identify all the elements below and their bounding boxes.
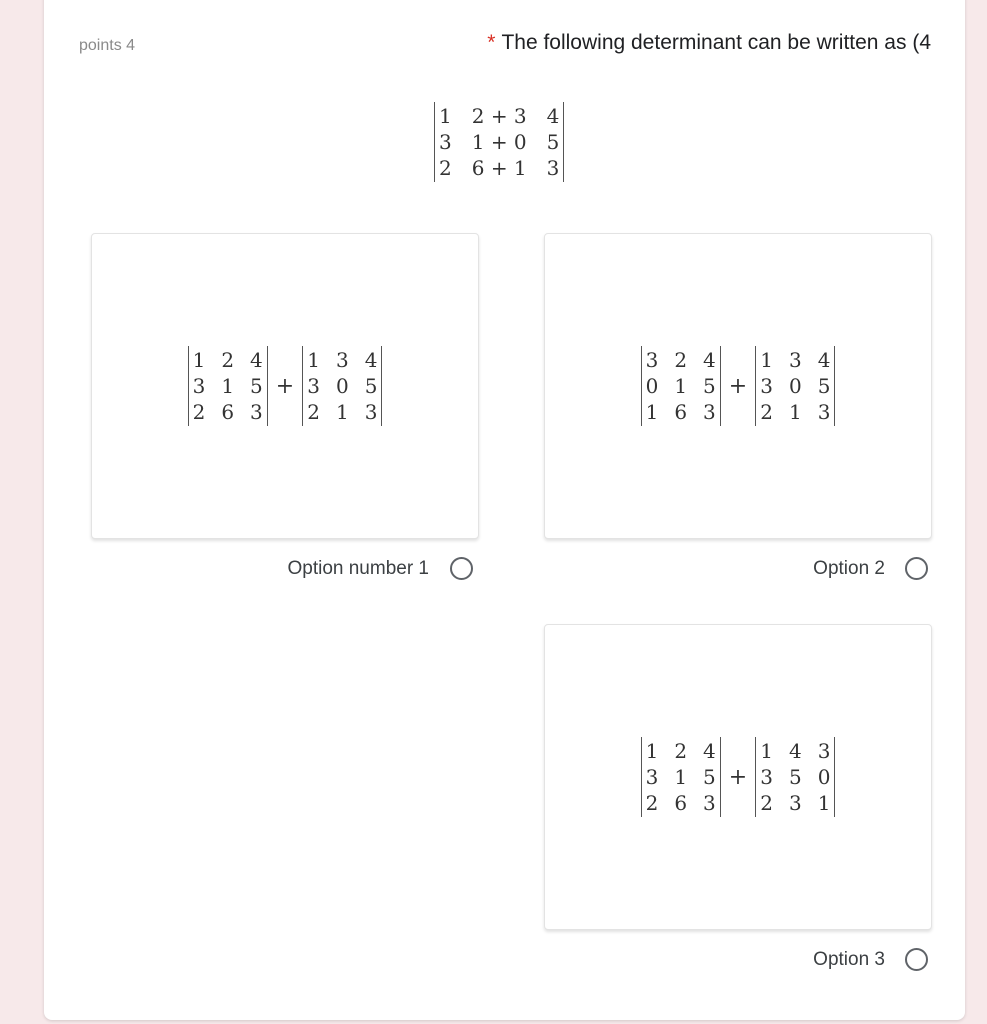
matrix-cell: 1 xyxy=(221,374,235,398)
matrix-cell: 5 xyxy=(788,765,802,789)
required-asterisk: * xyxy=(487,31,496,54)
matrix-cell: 3 xyxy=(546,156,560,180)
determinant xyxy=(434,102,564,182)
option-1-radio[interactable] xyxy=(450,557,473,580)
matrix-cell: 3 xyxy=(307,374,320,398)
matrix-cell: 3 xyxy=(645,348,659,372)
matrix-cell: 3 xyxy=(760,374,773,398)
matrix-cell: 2 xyxy=(307,400,320,424)
option-2-expression xyxy=(641,346,836,426)
matrix-cell: 2 xyxy=(192,400,206,424)
matrix-cell: 1 xyxy=(760,348,773,372)
matrix-cell: 2 xyxy=(221,348,235,372)
matrix-cell: 6 xyxy=(674,400,688,424)
matrix-cell: 1 xyxy=(335,400,349,424)
matrix-cell: 4 xyxy=(817,348,831,372)
matrix-cell: 1 xyxy=(307,348,320,372)
matrix-cell: 1 xyxy=(760,739,773,763)
matrix-cell: 5 xyxy=(817,374,831,398)
option-3-image[interactable] xyxy=(544,624,932,930)
matrix-cell: 3 xyxy=(788,791,802,815)
matrix-cell: 4 xyxy=(788,739,802,763)
matrix-cell: 5 xyxy=(364,374,378,398)
matrix-cell: 3 xyxy=(817,739,831,763)
matrix-cell: 5 xyxy=(250,374,263,398)
right-determinant xyxy=(755,346,835,426)
matrix-cell: 1 xyxy=(674,374,688,398)
matrix-cell: 2 xyxy=(674,348,688,372)
option-3-radio[interactable] xyxy=(905,948,928,971)
matrix-cell: 0 xyxy=(788,374,802,398)
matrix-cell: 3 xyxy=(703,400,716,424)
matrix-cell: 2 + 3 xyxy=(471,104,527,128)
matrix-cell: 1 xyxy=(645,739,659,763)
matrix-cell: 3 xyxy=(645,765,659,789)
matrix-cell: 1 xyxy=(788,400,802,424)
right-determinant xyxy=(755,737,835,817)
matrix-cell: 3 xyxy=(703,791,716,815)
left-determinant xyxy=(641,737,721,817)
matrix-cell: 1 xyxy=(817,791,831,815)
matrix-cell: 5 xyxy=(703,765,716,789)
matrix-cell: 2 xyxy=(760,400,773,424)
matrix-cell: 6 + 1 xyxy=(471,156,527,180)
matrix-cell: 0 xyxy=(335,374,349,398)
plus-operator: + xyxy=(728,764,748,790)
option-1-label[interactable]: Option number 1 xyxy=(287,558,429,579)
plus-operator: + xyxy=(275,373,295,399)
matrix-cell: 4 xyxy=(703,348,716,372)
option-2-label[interactable]: Option 2 xyxy=(813,558,885,579)
matrix-cell: 1 xyxy=(192,348,206,372)
option-1-image[interactable] xyxy=(91,233,479,539)
matrix-cell: 6 xyxy=(674,791,688,815)
matrix-cell: 1 + 0 xyxy=(471,130,527,154)
left-determinant xyxy=(188,346,268,426)
matrix-cell: 1 xyxy=(674,765,688,789)
option-3-expression xyxy=(641,737,836,817)
question-title xyxy=(487,31,931,55)
left-determinant xyxy=(641,346,721,426)
matrix-cell: 2 xyxy=(760,791,773,815)
matrix-cell: 3 xyxy=(439,130,452,154)
matrix-cell: 6 xyxy=(221,400,235,424)
matrix-cell: 0 xyxy=(817,765,831,789)
option-1-expression xyxy=(188,346,383,426)
option-2-image[interactable] xyxy=(544,233,932,539)
question-determinant xyxy=(434,102,564,182)
matrix-cell: 3 xyxy=(250,400,263,424)
matrix-cell: 1 xyxy=(439,104,452,128)
matrix-cell: 4 xyxy=(546,104,560,128)
matrix-cell: 4 xyxy=(250,348,263,372)
matrix-cell: 3 xyxy=(364,400,378,424)
right-determinant xyxy=(302,346,382,426)
option-2-radio[interactable] xyxy=(905,557,928,580)
points-label: points 4 xyxy=(79,37,136,54)
matrix-cell: 2 xyxy=(645,791,659,815)
matrix-cell: 3 xyxy=(192,374,206,398)
matrix-cell: 1 xyxy=(645,400,659,424)
plus-operator: + xyxy=(728,373,748,399)
option-3-label[interactable]: Option 3 xyxy=(813,949,885,970)
matrix-cell: 3 xyxy=(817,400,831,424)
matrix-cell: 3 xyxy=(760,765,773,789)
matrix-cell: 4 xyxy=(703,739,716,763)
matrix-cell: 4 xyxy=(364,348,378,372)
matrix-cell: 3 xyxy=(335,348,349,372)
matrix-cell: 0 xyxy=(645,374,659,398)
matrix-cell: 5 xyxy=(703,374,716,398)
matrix-cell: 2 xyxy=(674,739,688,763)
question-text: The following determinant can be written as (4 xyxy=(501,31,931,54)
matrix-cell: 5 xyxy=(546,130,560,154)
matrix-cell: 3 xyxy=(788,348,802,372)
matrix-cell: 2 xyxy=(439,156,452,180)
